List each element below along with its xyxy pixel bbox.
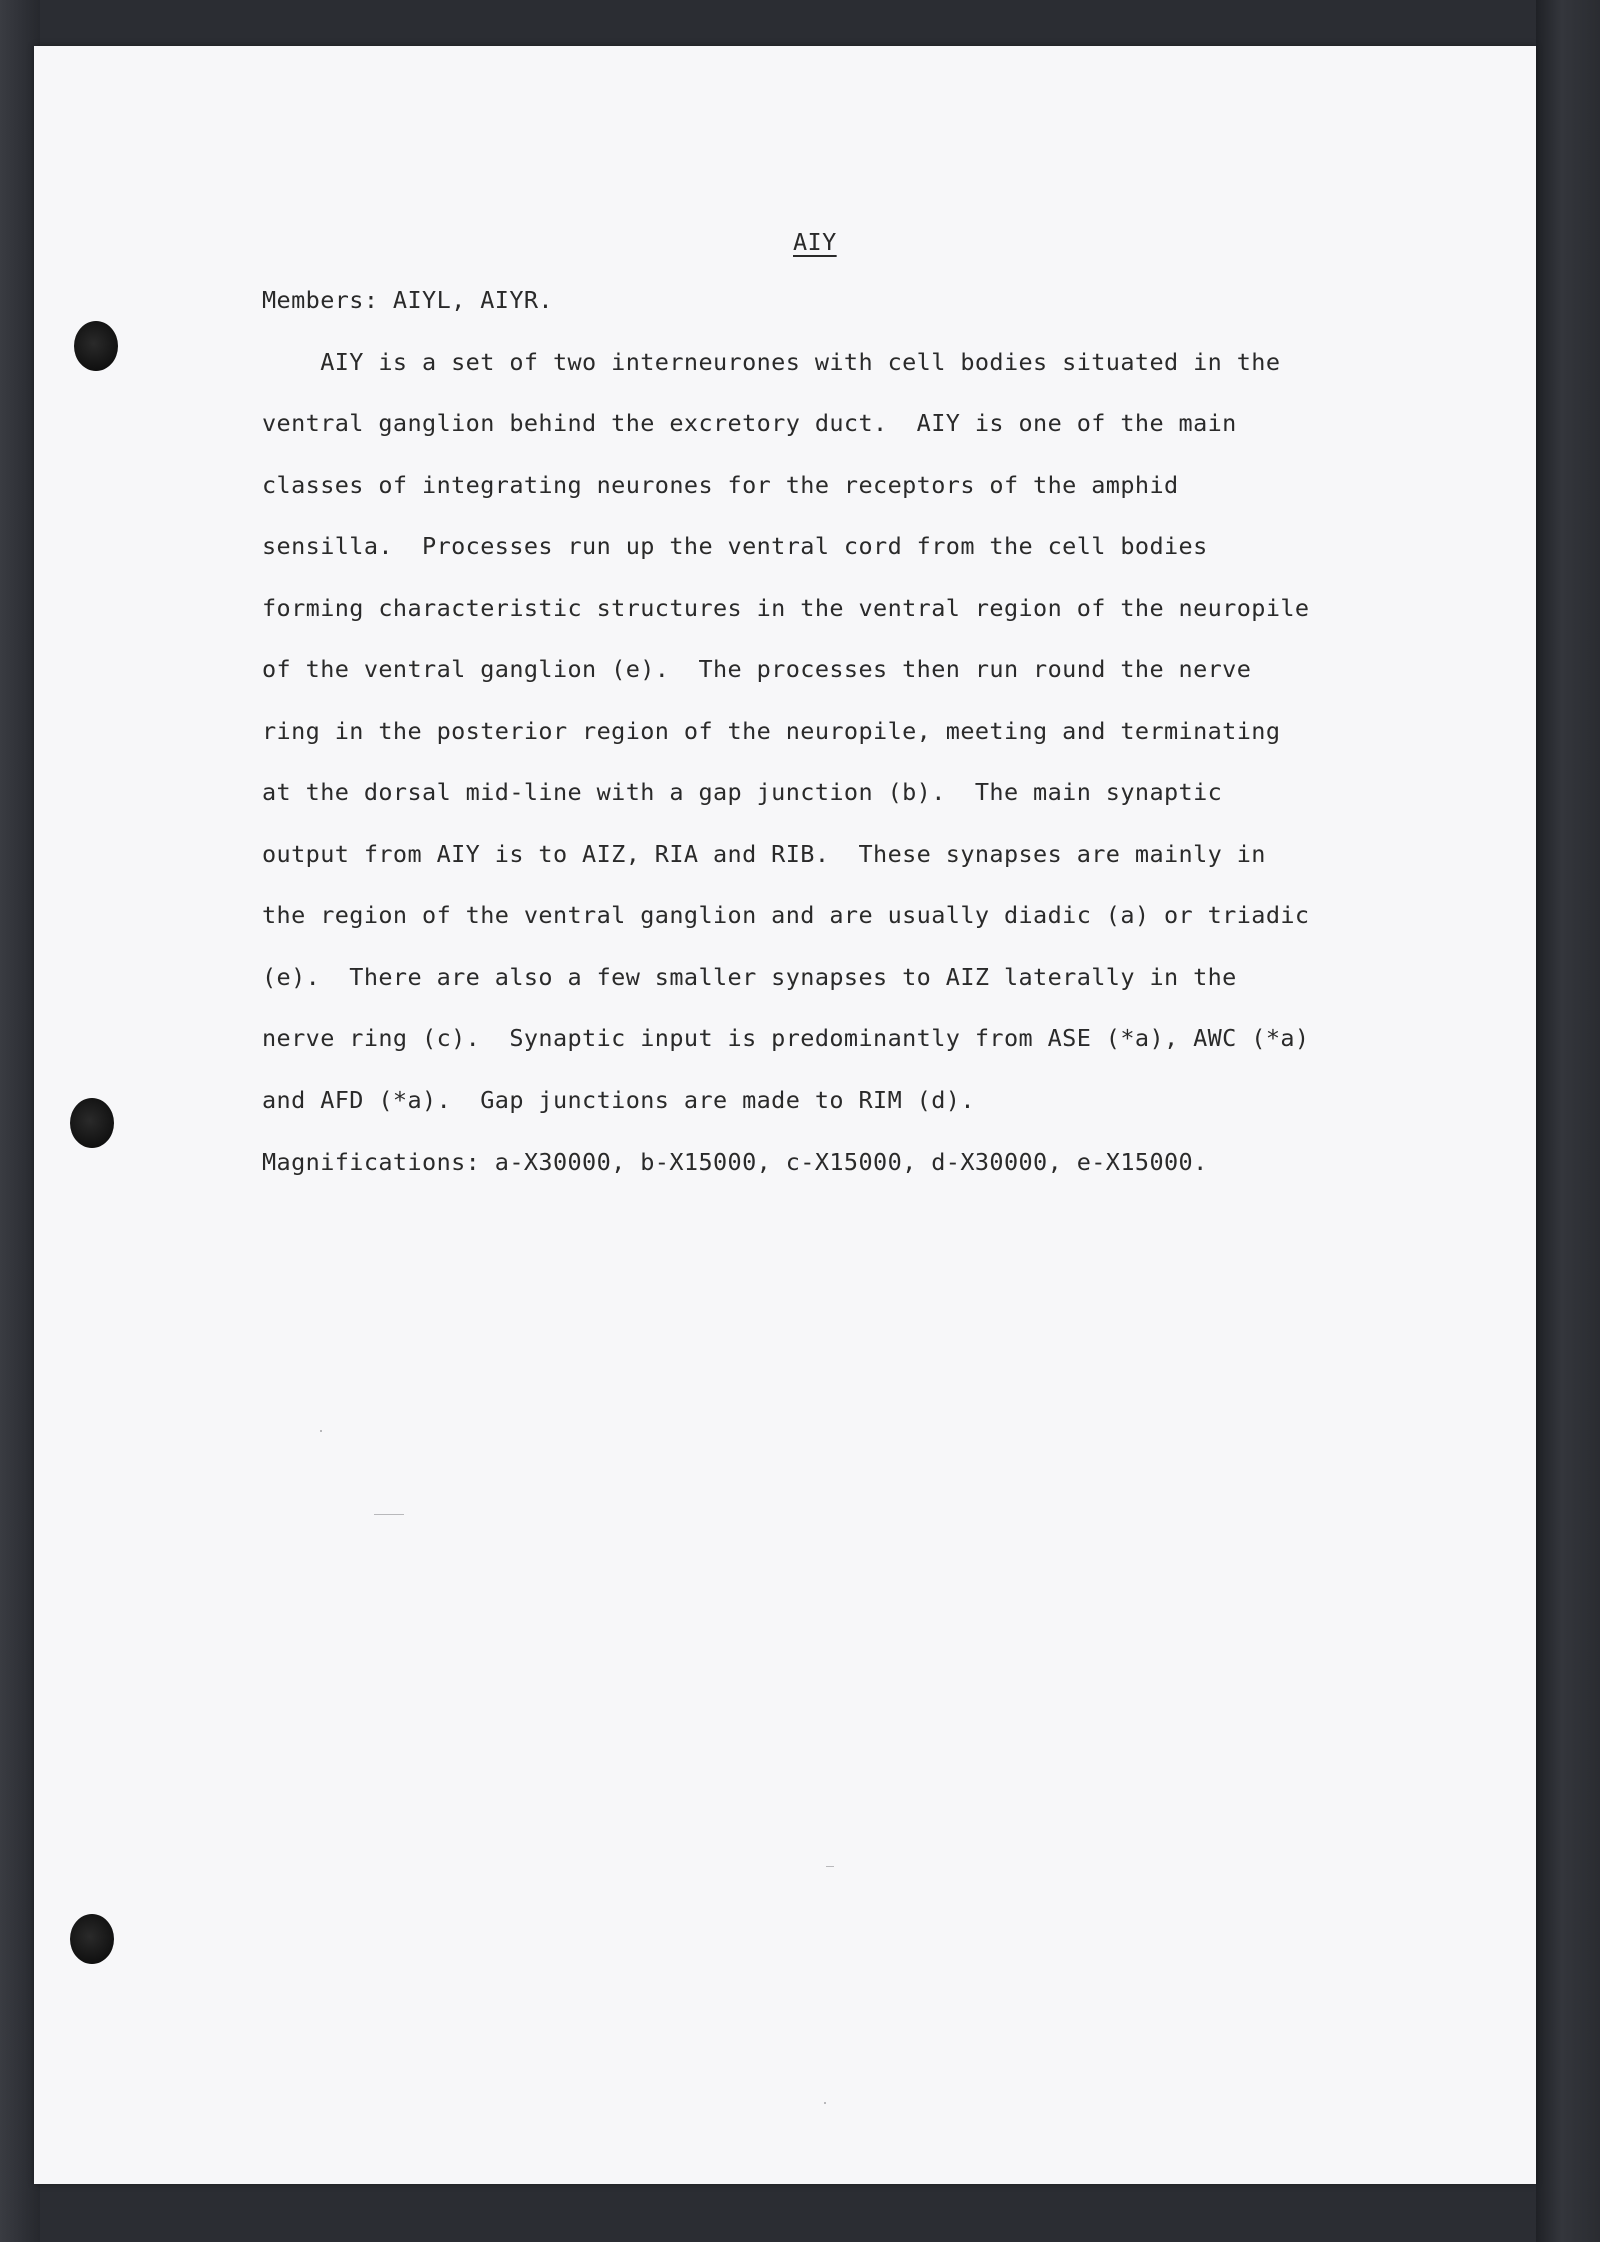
paragraph-line: ventral ganglion behind the excretory duct. AIY is one of the main [262, 409, 1237, 437]
paragraph-line: output from AIY is to AIZ, RIA and RIB. These synapses are mainly in [262, 840, 1266, 868]
punch-hole-top [74, 321, 118, 371]
punch-hole-bottom [70, 1914, 114, 1964]
punch-hole-middle [70, 1098, 114, 1148]
document-title: AIY [793, 228, 837, 256]
paper-speck [320, 1430, 322, 1432]
paragraph-line: forming characteristic structures in the ventral region of the neuropile [262, 594, 1310, 622]
paragraph-line: ring in the posterior region of the neuropile, meeting and terminating [262, 717, 1281, 745]
paragraph-line: of the ventral ganglion (e). The processes then run round the nerve [262, 655, 1252, 683]
paragraph-line: sensilla. Processes run up the ventral cord from the cell bodies [262, 532, 1208, 560]
paragraph-line: classes of integrating neurones for the receptors of the amphid [262, 471, 1179, 499]
magnifications-line: Magnifications: a-X30000, b-X15000, c-X15000, d-X30000, e-X15000. [262, 1148, 1208, 1176]
paragraph-line: and AFD (*a). Gap junctions are made to RIM (d). [262, 1086, 975, 1114]
paper-speck [826, 1866, 834, 1867]
paragraph-line: the region of the ventral ganglion and are usually diadic (a) or triadic [262, 901, 1310, 929]
paragraph-line: (e). There are also a few smaller synapses to AIZ laterally in the [262, 963, 1237, 991]
paper-speck [374, 1514, 404, 1515]
paragraph-line: nerve ring (c). Synaptic input is predominantly from ASE (*a), AWC (*a) [262, 1024, 1310, 1052]
scanner-backdrop-right [1536, 0, 1600, 2242]
paragraph-line: AIY is a set of two interneurones with cell bodies situated in the [262, 348, 1281, 376]
paragraph-line: at the dorsal mid-line with a gap junction (b). The main synaptic [262, 778, 1223, 806]
members-line: Members: AIYL, AIYR. [262, 286, 553, 314]
paper-speck [824, 2102, 826, 2104]
